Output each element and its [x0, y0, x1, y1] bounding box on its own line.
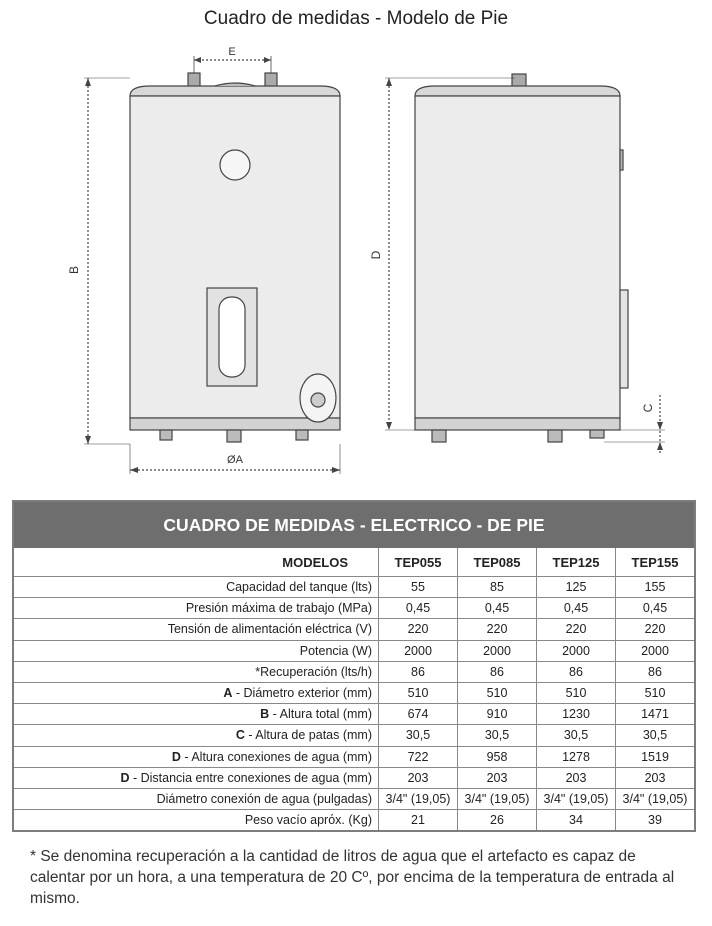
row-key: B — [260, 707, 270, 722]
row-value: 203 — [616, 767, 695, 788]
row-value: 86 — [379, 661, 458, 682]
label-a: ØA — [227, 454, 243, 466]
row-value: 85 — [458, 577, 537, 598]
row-value: 1278 — [537, 746, 616, 767]
row-label-text: Tensión de alimentación eléctrica (V) — [167, 622, 372, 637]
row-label-text: Peso vacío aprόx. (Kg) — [244, 813, 372, 828]
row-value: 0,45 — [458, 598, 537, 619]
table-heading: CUADRO DE MEDIDAS - ELECTRICO - DE PIE — [14, 502, 694, 548]
specs-table — [14, 548, 694, 830]
label-d: D — [369, 250, 383, 260]
side-view — [385, 74, 665, 455]
row-value: 510 — [379, 682, 458, 703]
table-row — [14, 704, 694, 725]
column-header-tep055: TEP055 — [379, 548, 458, 577]
row-value: 30,5 — [616, 725, 695, 746]
table-row — [14, 661, 694, 682]
row-value: 86 — [537, 661, 616, 682]
table-row — [14, 767, 694, 788]
row-label — [14, 682, 379, 703]
row-value: 39 — [616, 810, 695, 831]
row-value: 1230 — [537, 704, 616, 725]
row-label-text: *Recuperación (lts/h) — [255, 664, 372, 679]
row-label — [14, 640, 379, 661]
row-label — [14, 788, 379, 809]
row-value: 30,5 — [458, 725, 537, 746]
row-value: 958 — [458, 746, 537, 767]
table-row — [14, 619, 694, 640]
row-value: 674 — [379, 704, 458, 725]
row-value: 2000 — [379, 640, 458, 661]
row-value: 203 — [379, 767, 458, 788]
table-row — [14, 682, 694, 703]
row-key: C — [235, 728, 245, 743]
row-value: 722 — [379, 746, 458, 767]
dimension-drawing — [0, 38, 712, 478]
row-value: 510 — [616, 682, 695, 703]
row-value: 1471 — [616, 704, 695, 725]
row-label — [14, 810, 379, 831]
table-row — [14, 810, 694, 831]
row-label — [14, 577, 379, 598]
row-value: 0,45 — [537, 598, 616, 619]
row-key: A — [223, 686, 233, 701]
row-value: 86 — [458, 661, 537, 682]
row-label-text: - Diámetro exterior (mm) — [232, 686, 372, 701]
row-value: 3/4" (19,05) — [458, 788, 537, 809]
row-label — [14, 767, 379, 788]
label-c: C — [641, 403, 655, 413]
row-label-text: - Altura conexiones de agua (mm) — [180, 749, 372, 764]
row-label — [14, 725, 379, 746]
row-label-text: Presión máxima de trabajo (MPa) — [185, 601, 372, 616]
front-view — [84, 56, 340, 474]
column-header-tep125: TEP125 — [537, 548, 616, 577]
row-value: 0,45 — [616, 598, 695, 619]
row-value: 203 — [458, 767, 537, 788]
row-value: 2000 — [537, 640, 616, 661]
table-row — [14, 598, 694, 619]
table-row — [14, 725, 694, 746]
row-value: 26 — [458, 810, 537, 831]
label-b: B — [67, 265, 81, 275]
row-label-text: Capacidad del tanque (lts) — [226, 580, 372, 595]
row-label-text: Diámetro conexión de agua (pulgadas) — [156, 791, 372, 806]
row-value: 203 — [537, 767, 616, 788]
row-value: 220 — [537, 619, 616, 640]
row-label-text: - Distancia entre conexiones de agua (mm) — [129, 770, 372, 785]
row-value: 155 — [616, 577, 695, 598]
row-value: 2000 — [458, 640, 537, 661]
column-header-tep155: TEP155 — [631, 554, 679, 570]
row-label — [14, 619, 379, 640]
row-value: 3/4" (19,05) — [537, 788, 616, 809]
row-value: 2000 — [616, 640, 695, 661]
row-value: 910 — [458, 704, 537, 725]
footnote: * Se denomina recuperación a la cantidad de litros de agua que el artefacto es capaz de calentar por un hora, a una temperatura de 20 Cº, por encima de la temperatura de entrada al mismo. — [30, 848, 675, 907]
row-value: 55 — [379, 577, 458, 598]
row-value: 220 — [458, 619, 537, 640]
row-value: 125 — [537, 577, 616, 598]
table-header-row — [14, 548, 694, 577]
table-body — [14, 577, 694, 831]
row-value: 510 — [537, 682, 616, 703]
row-label — [14, 598, 379, 619]
row-label-text: - Altura de patas (mm) — [244, 728, 372, 743]
row-key: D — [120, 770, 130, 785]
row-label-text: Potencia (W) — [299, 643, 372, 658]
table-row — [14, 577, 694, 598]
row-value: 220 — [379, 619, 458, 640]
label-e: E — [228, 46, 236, 58]
row-key: D — [171, 749, 181, 764]
row-value: 3/4" (19,05) — [379, 788, 458, 809]
measurements-table — [12, 500, 696, 832]
row-value: 0,45 — [379, 598, 458, 619]
row-value: 3/4" (19,05) — [616, 788, 695, 809]
row-value: 86 — [616, 661, 695, 682]
row-value: 21 — [379, 810, 458, 831]
table-row — [14, 788, 694, 809]
row-value: 1519 — [616, 746, 695, 767]
row-label — [14, 746, 379, 767]
table-row — [14, 640, 694, 661]
row-value: 510 — [458, 682, 537, 703]
table-row — [14, 746, 694, 767]
row-label — [14, 704, 379, 725]
row-label-text: - Altura total (mm) — [269, 707, 372, 722]
row-value: 220 — [616, 619, 695, 640]
row-value: 34 — [537, 810, 616, 831]
column-header-models: MODELOS — [14, 548, 379, 577]
row-label — [14, 661, 379, 682]
row-value: 30,5 — [537, 725, 616, 746]
row-value: 30,5 — [379, 725, 458, 746]
column-header-tep085: TEP085 — [458, 548, 537, 577]
page-title: Cuadro de medidas - Modelo de Pie — [203, 8, 509, 29]
